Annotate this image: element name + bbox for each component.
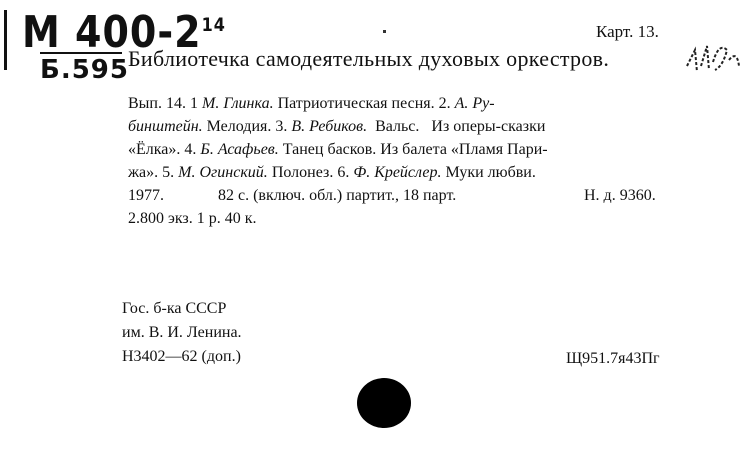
call-number-underline [40,52,122,54]
composer-rubinstein-rest: бинштейн. [128,118,203,135]
library-line-2: им. В. И. Ленина. [122,324,242,341]
composer-oginsky: М. Огинский. [178,164,268,181]
call-number-line2: Б.595 [40,55,129,85]
body-line-1: Вып. 14. 1 М. Глинка. Патриотическая песня. 2. А. Ру- [128,95,495,112]
composer-rubinstein-part: А. Ру- [454,95,495,112]
card-number: Карт. 13. [596,22,659,41]
composer-glinka: М. Глинка. [201,95,274,112]
composer-kreisler: Ф. Крейслер. [353,164,442,181]
library-line-3: Н3402—62 (доп.) [122,348,241,365]
library-line-1: Гос. б-ка СССР [122,300,227,317]
call-number-superscript: 14 [201,13,226,36]
composer-rebikov: В. Ребиков. [291,118,368,135]
pagination: 82 с. (включ. обл.) партит., 18 парт. [218,187,457,204]
classification-code: Щ951.7я43Пг [566,350,660,367]
body-line-3: «Ёлка». 4. Б. Асафьев. Танец басков. Из балета «Пламя Пари- [128,141,548,158]
speck-mark [383,30,386,33]
bracket-mark [4,10,17,70]
call-number-line1: М $400-2^{14}$ [22,6,226,58]
series-title: Библиотечка самодеятельных духовых оркестров. [128,46,610,71]
body-line-4: жа». 5. М. Огинский. Полонез. 6. Ф. Крейслер. Муки любви. [128,164,536,181]
price-code: Н. д. 9360. [584,187,656,204]
publication-year: 1977. [128,187,164,204]
print-run: 2.800 экз. 1 р. 40 к. [128,210,257,227]
punch-hole [357,378,411,428]
handwritten-mark [683,36,743,84]
body-line-2: бинштейн. Мелодия. 3. В. Ребиков. Вальс. Из оперы-сказки [128,118,546,135]
composer-asafiev: Б. Асафьев. [200,141,279,158]
